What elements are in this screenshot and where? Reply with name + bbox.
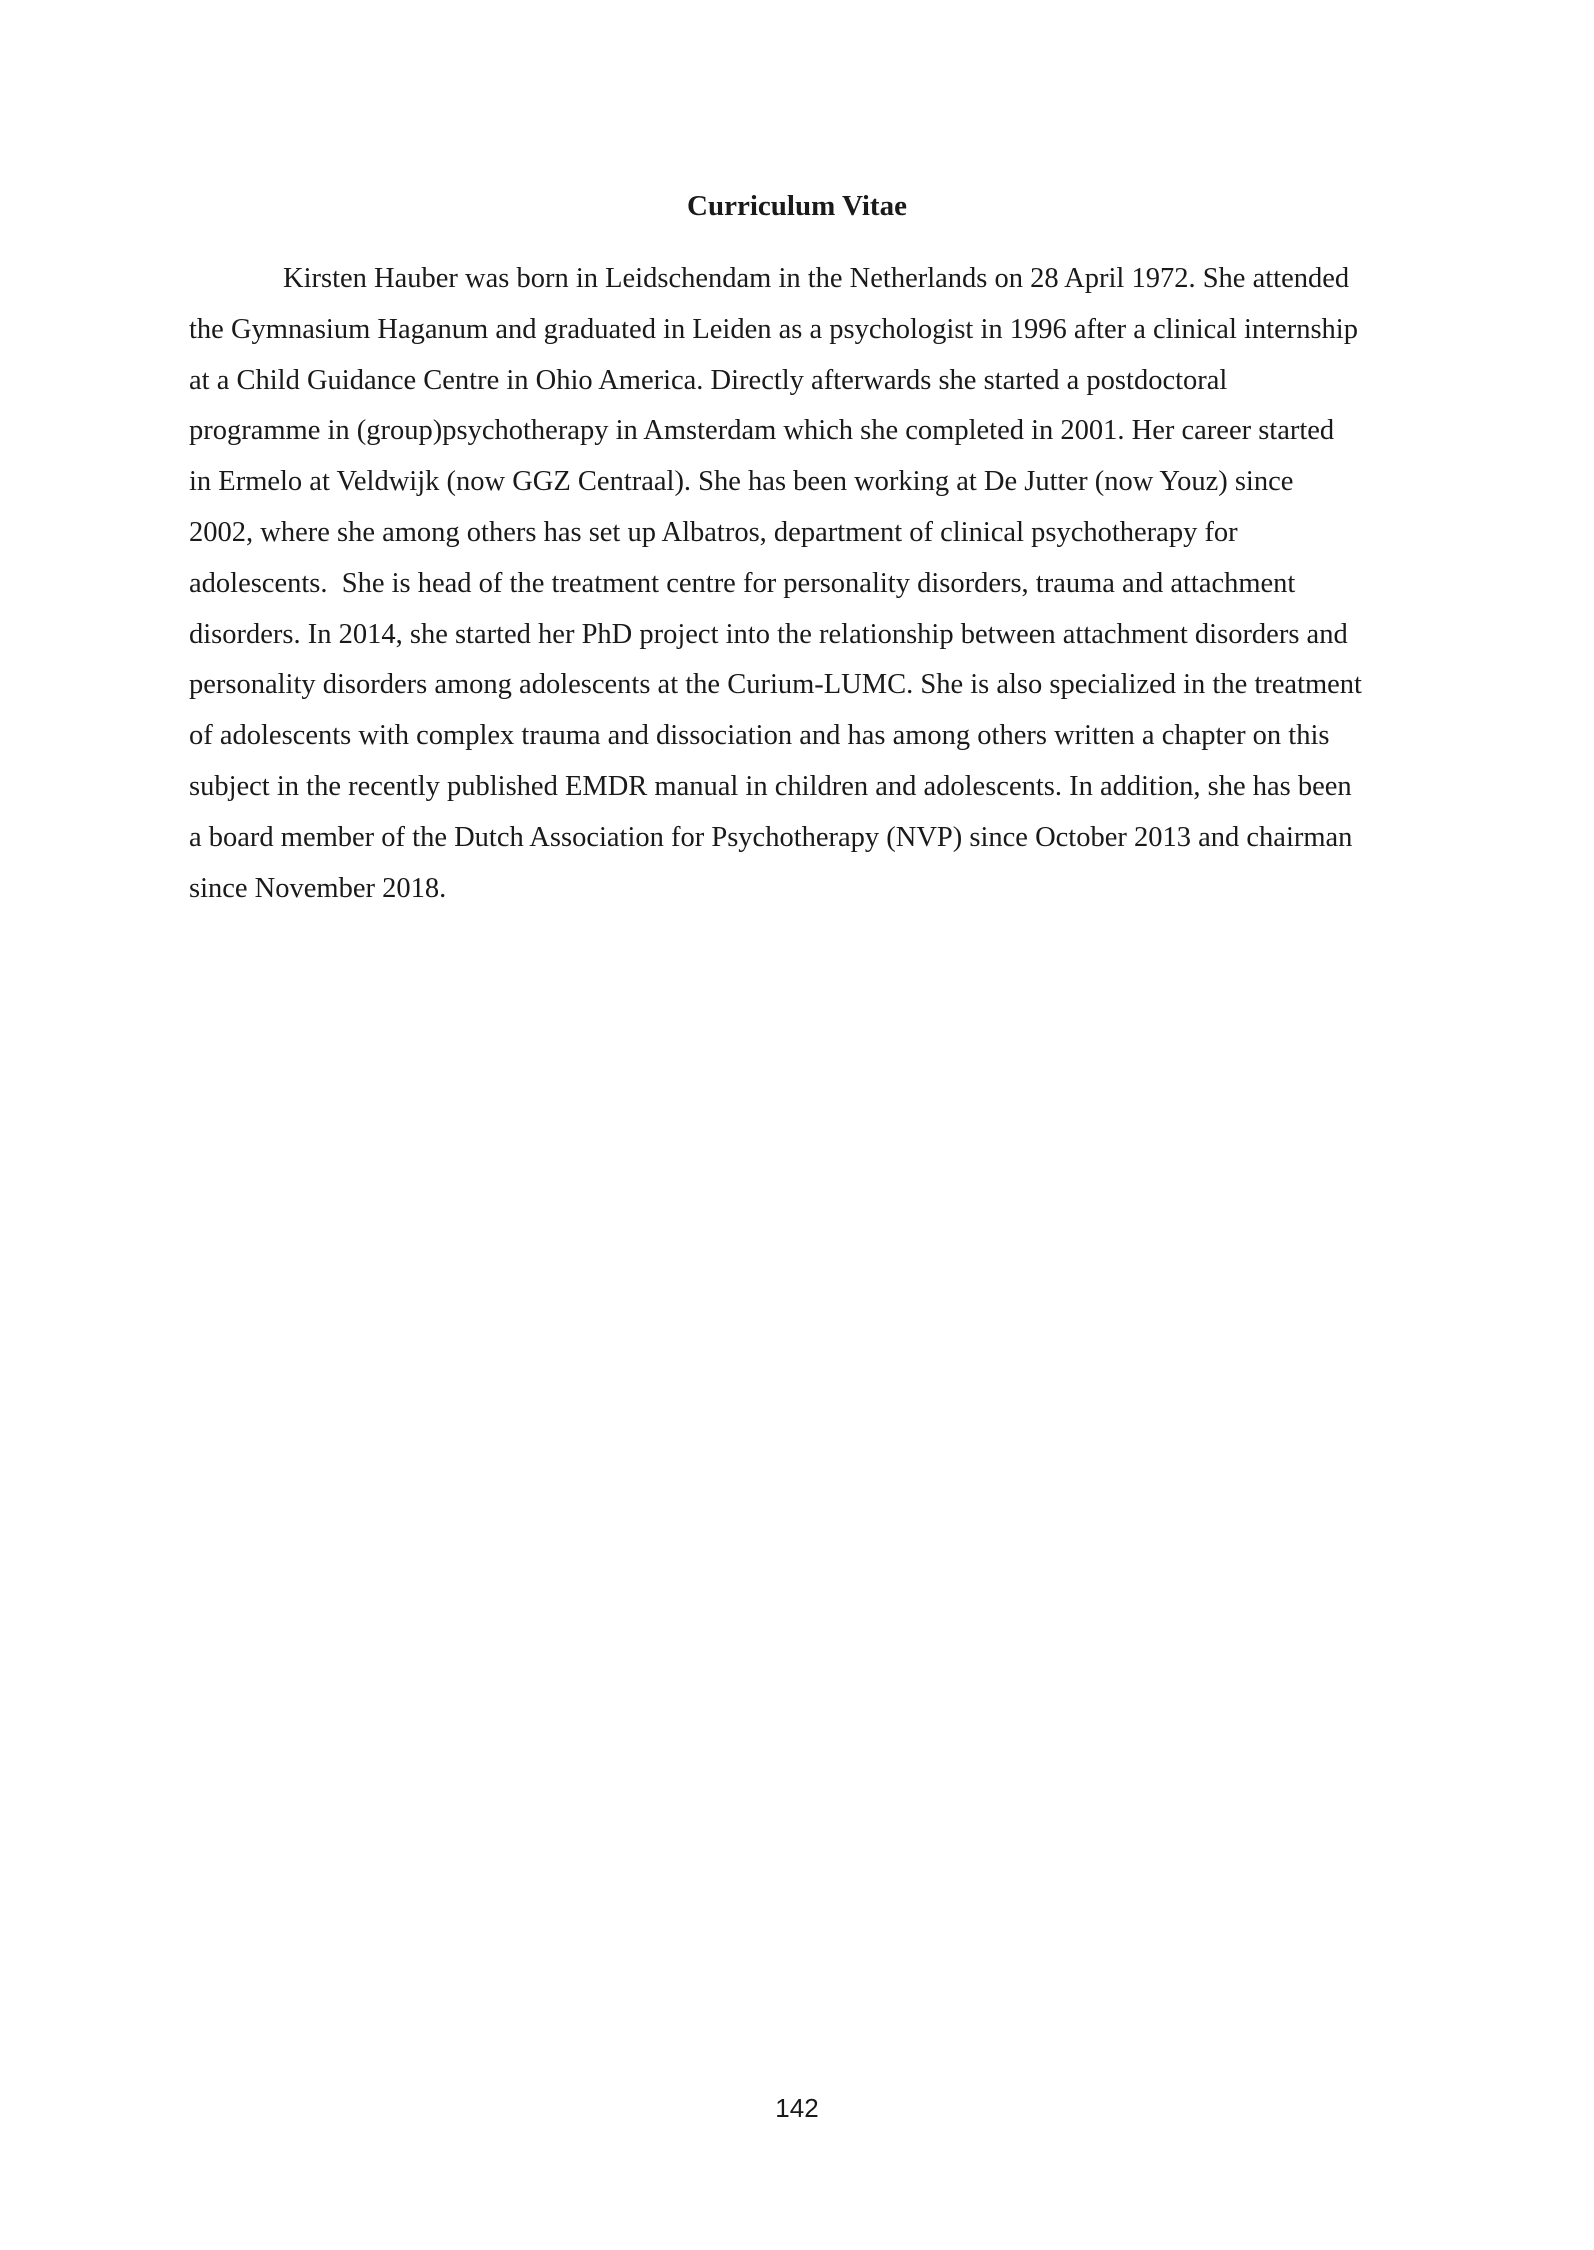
page-title: Curriculum Vitae [687,190,907,222]
paragraph-line: since November 2018. [189,872,447,904]
paragraph-line: adolescents. She is head of the treatment centre for personality disorders, trauma and attachment [189,567,1296,599]
paragraph-line: at a Child Guidance Centre in Ohio America. Directly afterwards she started a postdoctoral [189,364,1228,396]
paragraph-line: of adolescents with complex trauma and dissociation and has among others written a chapter on this [189,720,1330,752]
paragraph-line: 2002, where she among others has set up Albatros, department of clinical psychotherapy for [189,516,1238,548]
paragraph-line: disorders. In 2014, she started her PhD project into the relationship between attachment disorders and [189,618,1348,650]
paragraph-line: subject in the recently published EMDR manual in children and adolescents. In addition, she has been [189,770,1352,802]
cv-paragraph [189,254,1414,914]
paragraph-line: Kirsten Hauber was born in Leidschendam in the Netherlands on 28 April 1972. She attended [283,263,1350,294]
paragraph-line: a board member of the Dutch Association for Psychotherapy (NVP) since October 2013 and chairman [189,821,1353,853]
paragraph-line: in Ermelo at Veldwijk (now GGZ Centraal). She has been working at De Jutter (now Youz) since [189,466,1294,498]
paragraph-line: personality disorders among adolescents at the Curium-LUMC. She is also specialized in the treatment [189,669,1362,701]
paragraph-line: the Gymnasium Haganum and graduated in Leiden as a psychologist in 1996 after a clinical internship [189,313,1358,345]
page-number: 142 [775,2093,819,2123]
paragraph-line: programme in (group)psychotherapy in Amsterdam which she completed in 2001. Her career started [189,415,1335,447]
